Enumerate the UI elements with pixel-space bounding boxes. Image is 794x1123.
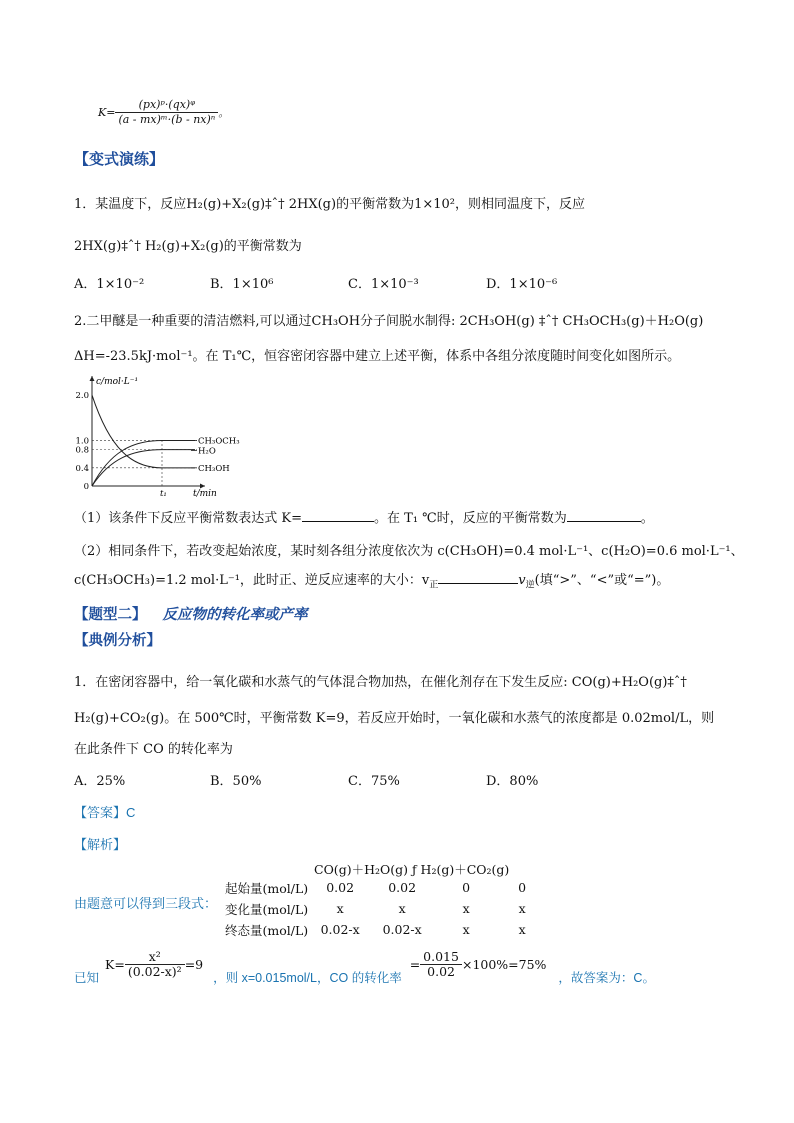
e1-line3: 在此条件下 CO 的转化率为 (74, 742, 233, 757)
y-tick-label: 1.0 (75, 436, 89, 447)
series-line-2 (92, 441, 195, 486)
y-axis-label: c/mol·L⁻¹ (96, 377, 139, 387)
row-label: 终态量(mol/L) (225, 922, 309, 938)
q1-option-d: D．1×10⁻⁶ (486, 277, 558, 292)
row-label: 变化量(mol/L) (225, 901, 309, 917)
table-cell: 0.02 (326, 880, 355, 895)
section-type2 (74, 603, 308, 624)
k-value-blank[interactable] (567, 509, 641, 522)
three-stage-table (225, 877, 554, 940)
y-tick-label: 0.4 (75, 463, 89, 474)
concentration-chart (70, 368, 240, 499)
e1-line2: H₂(g)+CO₂(g)。在 500℃时，平衡常数 K=9，若反应开始时，一氧化碳和水蒸气的浓度都是 0.02mol/L，则 (74, 711, 715, 726)
table-cell: 0.02-x (382, 922, 422, 937)
x-tick-label: t₁ (160, 489, 167, 499)
analysis-label: 【解析】 (74, 837, 127, 852)
k-lhs: K= (105, 957, 125, 972)
k-fraction (125, 950, 185, 979)
table-row (225, 898, 554, 919)
e1-option-b: B．50% (210, 774, 262, 789)
table-cell: x (518, 901, 526, 916)
q2-sub1-text-a: （1）该条件下反应平衡常数表达式 K= (74, 511, 303, 526)
y-tick-label: 0 (83, 482, 89, 492)
q1-option-a: A．1×10⁻² (74, 277, 145, 292)
q2-sub1-text-c: 。 (640, 511, 654, 526)
v-back-symbol: v (518, 573, 526, 588)
answer-label: 【答案】C (74, 805, 136, 820)
k-numerator: x² (125, 950, 185, 965)
q1-option-b: B．1×10⁶ (210, 277, 274, 292)
table-cell: x (462, 922, 470, 937)
conv-numerator: 0.015 (420, 950, 462, 965)
q2-sub2-line2 (74, 569, 669, 591)
q2-sub1-text-b: 。在 T₁ ℃时，反应的平衡常数为 (374, 511, 567, 526)
formula-fraction (115, 98, 218, 127)
x-axis-arrow (200, 484, 205, 489)
v-back-subscript: 逆 (525, 580, 535, 591)
table-row (225, 877, 554, 898)
table-cell: 0 (462, 880, 471, 895)
row-label: 起始量(mol/L) (225, 880, 309, 896)
q2-sub2-line1: （2）相同条件下，若改变起始浓度，某时刻各组分浓度依次为 c(CH₃OH)=0.4 mol·L⁻¹、c(H₂O)=0.6 mol·L⁻¹、 (74, 544, 744, 559)
q2-line1: 2.二甲醚是一种重要的清洁燃料,可以通过CH₃OH分子间脱水制得: 2CH₃OH(g) ‡ˆ† CH₃OCH₃(g)＋H₂O(g) (74, 314, 704, 329)
table-cell: x (398, 901, 406, 916)
e1-option-d: D．80% (486, 774, 539, 789)
conv-rhs: ×100%=75% (461, 957, 547, 972)
y-tick-label: 0.8 (75, 445, 89, 456)
y-axis-arrow (90, 376, 95, 381)
section-type2-title: 【题型二】 (74, 607, 147, 623)
analysis-mid: ，则 x=0.015mol/L，CO 的转化率 (213, 971, 402, 985)
k-denominator: (0.02-x)² (127, 964, 182, 979)
formula-tail: 。 (218, 106, 230, 120)
table-cell: 0.02-x (320, 922, 360, 937)
x-axis-label: t/min (193, 489, 217, 499)
conv-eq: = (409, 957, 421, 972)
q1-option-c: C．1×10⁻³ (348, 277, 419, 292)
conv-equation (410, 950, 547, 979)
k-expression-blank[interactable] (302, 509, 374, 522)
q2-line2: ΔH=-23.5kJ·mol⁻¹。在 T₁℃，恒容密闭容器中建立上述平衡，体系中各组分浓度随时间变化如图所示。 (74, 349, 681, 364)
series-label: CH₃OH (198, 463, 230, 474)
table-cell: x (518, 922, 526, 937)
series-label: H₂O (198, 446, 216, 457)
section-variant-title: 【变式演练】 (74, 151, 165, 168)
e1-option-c: C．75% (348, 774, 400, 789)
table-cell: x (336, 901, 344, 916)
analysis-end: ，故答案为：C。 (558, 971, 655, 985)
analysis-intro: 由题意可以得到三段式： (74, 896, 218, 911)
formula-lhs: K= (98, 106, 116, 119)
section-example-title: 【典例分析】 (74, 633, 161, 649)
known-label: 已知 (74, 971, 100, 985)
q1-line1: 1．某温度下，反应H₂(g)+X₂(g)‡ˆ† 2HX(g)的平衡常数为1×10²，则相同温度下，反应 (74, 197, 585, 212)
top-formula (98, 98, 229, 127)
e1-option-a: A．25% (74, 774, 126, 789)
q2-sub2-text-b: (填“>”、“<”或“=”)。 (534, 573, 670, 588)
v-forward-subscript: 正 (429, 580, 439, 591)
series-label: CH₃OCH₃ (198, 436, 240, 447)
e1-line1: 1．在密闭容器中，给一氧化碳和水蒸气的气体混合物加热，在催化剂存在下发生反应: CO(g)+H₂O(g)‡ˆ† (74, 675, 687, 690)
conv-fraction (420, 950, 462, 979)
table-row (225, 919, 554, 940)
table-cell: x (462, 901, 470, 916)
y-tick-label: 2.0 (75, 391, 89, 402)
k-rhs: =9 (184, 957, 204, 972)
k-equation (105, 950, 203, 979)
analysis-conclusion (74, 950, 655, 986)
q1-line2: 2HX(g)‡ˆ† H₂(g)+X₂(g)的平衡常数为 (74, 239, 302, 254)
q2-sub2-text-a: c(CH₃OCH₃)=1.2 mol·L⁻¹，此时正、逆反应速率的大小：v (74, 573, 430, 588)
formula-numerator: (px)ᵖ·(qx)ᵠ (115, 98, 218, 113)
table-cell: 0 (518, 880, 527, 895)
analysis-reaction: CO(g)＋H₂O(g) ƒ H₂(g)＋CO₂(g) (314, 862, 510, 877)
series-line-1 (92, 395, 195, 468)
rate-compare-blank[interactable] (438, 571, 518, 584)
table-cell: 0.02 (388, 880, 417, 895)
conv-denominator: 0.02 (427, 964, 455, 979)
q2-sub1 (74, 507, 654, 526)
formula-denominator: (a - mx)ᵐ·(b - nx)ⁿ (118, 113, 216, 126)
section-type2-subtitle: 反应物的转化率或产率 (162, 607, 308, 623)
